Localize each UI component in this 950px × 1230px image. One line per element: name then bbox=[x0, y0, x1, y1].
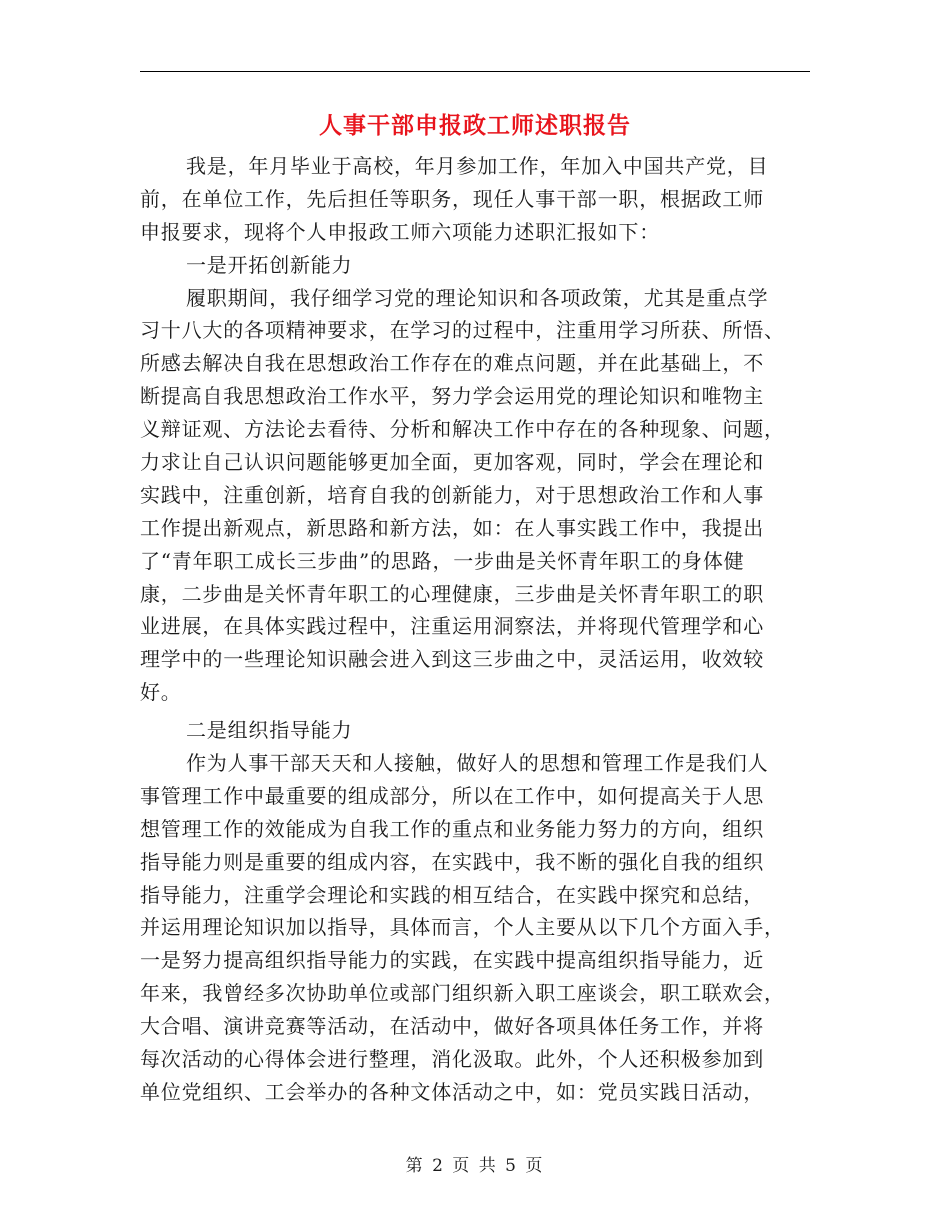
body-line: 了“青年职工成长三步曲”的思路，一步曲是关怀青年职工的身体健 bbox=[140, 548, 745, 573]
body-line: 所感去解决自我在思想政治工作存在的难点问题，并在此基础上，不 bbox=[140, 351, 764, 376]
body-line: 一是努力提高组织指导能力的实践，在实践中提高组织指导能力，近 bbox=[140, 948, 764, 973]
body-line: 申报要求，现将个人申报政工师六项能力述职汇报如下： bbox=[140, 219, 660, 244]
body-line: 力求让自己认识问题能够更加全面，更加客观，同时，学会在理论和 bbox=[140, 450, 764, 475]
body-line: 理学中的一些理论知识融会进入到这三步曲之中，灵活运用，收效较 bbox=[140, 647, 764, 672]
body-line: 断提高自我思想政治工作水平，努力学会运用党的理论知识和唯物主 bbox=[140, 384, 764, 409]
document-title: 人事干部申报政工师述职报告 bbox=[319, 113, 631, 139]
body-line: 指导能力则是重要的组成内容，在实践中，我不断的强化自我的组织 bbox=[140, 849, 764, 874]
header-rule bbox=[140, 71, 810, 72]
body-line: 习十八大的各项精神要求，在学习的过程中，注重用学习所获、所悟、 bbox=[140, 318, 785, 343]
body-line: 工作提出新观点，新思路和新方法，如：在人事实践工作中，我提出 bbox=[140, 515, 764, 540]
document-body bbox=[140, 150, 810, 1109]
body-line: 我是，年月毕业于高校，年月参加工作，年加入中国共产党，目 bbox=[186, 154, 769, 178]
body-line: 义辩证观、方法论去看待、分析和解决工作中存在的各种现象、问题， bbox=[140, 417, 785, 442]
body-line: 每次活动的心得体会进行整理，消化汲取。此外，个人还积极参加到 bbox=[140, 1047, 764, 1072]
body-line: 作为人事干部天天和人接触，做好人的思想和管理工作是我们人 bbox=[186, 751, 769, 776]
body-line: 好。 bbox=[140, 680, 182, 705]
body-line: 大合唱、演讲竞赛等活动，在活动中，做好各项具体任务工作，并将 bbox=[140, 1014, 764, 1039]
body-line: 履职期间，我仔细学习党的理论知识和各项政策，尤其是重点学 bbox=[186, 285, 769, 310]
section-heading-organization: 二是组织指导能力 bbox=[186, 718, 353, 743]
body-line: 业进展，在具体实践过程中，注重运用洞察法，并将现代管理学和心 bbox=[140, 614, 764, 639]
body-line: 事管理工作中最重要的组成部分，所以在工作中，如何提高关于人思 bbox=[140, 783, 764, 808]
body-line: 年来，我曾经多次协助单位或部门组织新入职工座谈会，职工联欢会， bbox=[140, 981, 785, 1006]
body-line: 单位党组织、工会举办的各种文体活动之中，如：党员实践日活动， bbox=[140, 1079, 764, 1104]
body-line: 想管理工作的效能成为自我工作的重点和业务能力努力的方向，组织 bbox=[140, 816, 764, 841]
body-line: 实践中，注重创新，培育自我的创新能力，对于思想政治工作和人事 bbox=[140, 482, 764, 507]
body-line: 并运用理论知识加以指导，具体而言，个人主要从以下几个方面入手， bbox=[140, 915, 785, 940]
body-line: 康，二步曲是关怀青年职工的心理健康，三步曲是关怀青年职工的职 bbox=[140, 581, 764, 606]
section-heading-innovation: 一是开拓创新能力 bbox=[186, 252, 353, 277]
page-number-footer: 第 2 页 共 5 页 bbox=[405, 1156, 545, 1176]
body-line: 指导能力，注重学会理论和实践的相互结合，在实践中探究和总结， bbox=[140, 882, 764, 907]
body-line: 前，在单位工作，先后担任等职务，现任人事干部一职，根据政工师 bbox=[140, 186, 764, 211]
